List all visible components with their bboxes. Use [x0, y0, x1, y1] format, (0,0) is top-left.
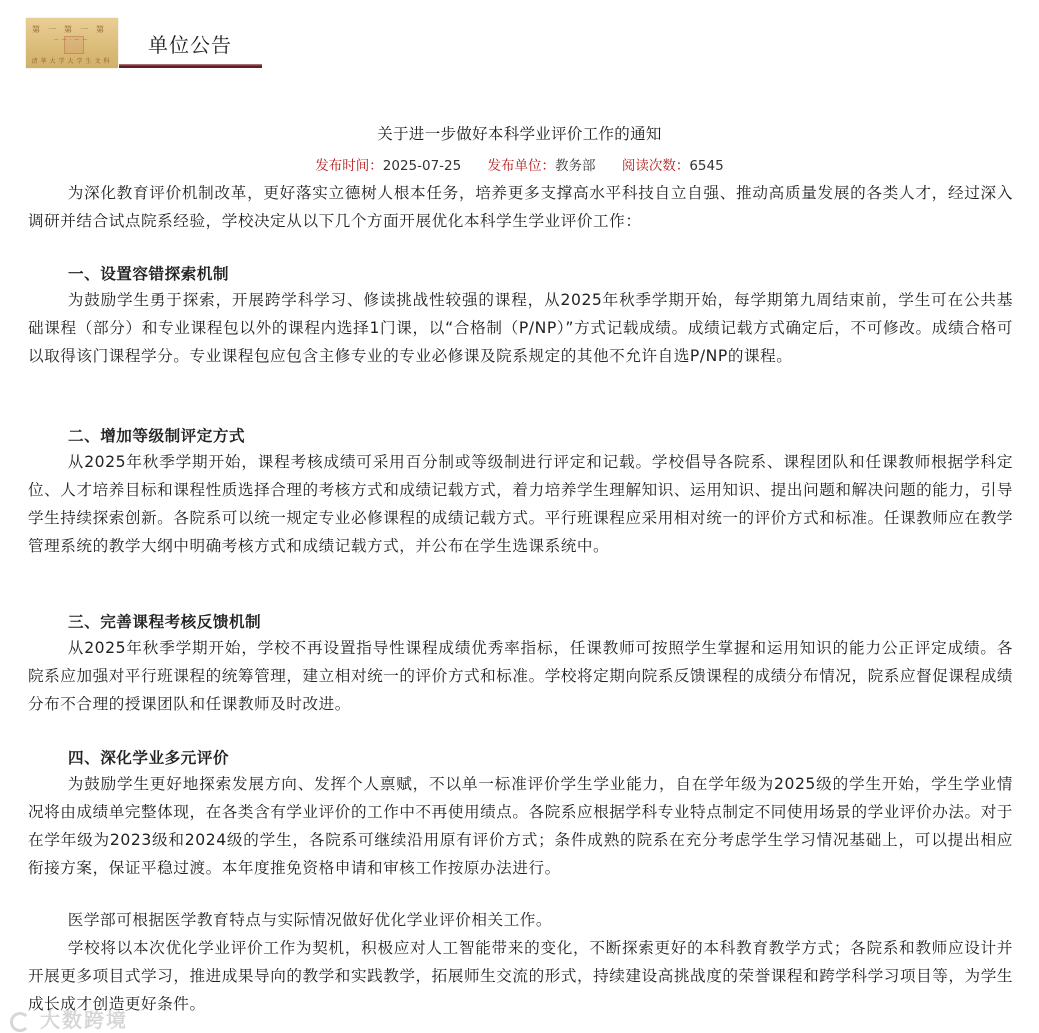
section-body-4-block — [28, 770, 1013, 882]
publish-time-label: 发布时间： — [315, 158, 383, 174]
article-meta — [0, 154, 1039, 174]
closing-paragraph-2: 学校将以本次优化学业评价工作为契机，积极应对人工智能带来的变化，不断探索更好的本科教育教学方式；各院系和教师应设计并开展更多项目式学习，推进成果导向的教学和实践教学，拓展师生交流的形式，持续建设高挑战度的荣誉课程和跨学科学习项目等，为学生成长成才创造更好条件。 — [28, 939, 1013, 1013]
publisher: 教务部 — [555, 158, 596, 174]
section-heading-1: 一、设置容错探索机制 — [68, 265, 229, 283]
section-heading-3: 三、完善课程考核反馈机制 — [68, 613, 262, 631]
section-body-3: 从2025年秋季学期开始，学校不再设置指导性课程成绩优秀率指标，任课教师可按照学生掌握和运用知识的能力公正评定成绩。各院系应加强对平行班课程的统筹管理，建立相对统一的评价方式和标准。学校将定期向院系反馈课程的成绩分布情况，院系应督促课程成绩分布不合理的授课团队和任课教师及时改进。 — [28, 639, 1013, 713]
section-body-2-block — [28, 448, 1013, 560]
watermark — [10, 1004, 128, 1033]
section-heading-4: 四、深化学业多元评价 — [68, 749, 229, 767]
publisher-label: 发布单位： — [487, 158, 556, 174]
header-underline — [119, 64, 262, 68]
stamp-row-2: ——·—— — [53, 37, 91, 43]
intro-paragraph-block — [28, 179, 1013, 235]
views-count: 6545 — [689, 158, 724, 174]
section-body-1-block — [28, 286, 1013, 370]
watermark-text: 大数跨境 — [40, 1008, 128, 1032]
section-body-4: 为鼓励学生更好地探索发展方向、发挥个人禀赋，不以单一标准评价学生学业能力，自在学年级为2025级的学生开始，学生学业情况将由成绩单完整体现，在各类含有学业评价的工作中不再使用绩点。各院系应根据学科专业特点制定不同使用场景的学业评价办法。对于在学年级为2023级和2024级的学生，各院系可继续沿用原有评价方式；条件成熟的院系在充分考虑学生学习情况基础上，可以提出相应衔接方案，保证平稳过渡。本年度推免资格申请和审核工作按原办法进行。 — [28, 775, 1013, 877]
section-body-3-block — [28, 634, 1013, 718]
views-label: 阅读次数： — [621, 158, 690, 174]
watermark-logo-icon — [10, 1012, 30, 1032]
publish-time: 2025-07-25 — [382, 158, 462, 174]
closing-paragraph-1: 医学部可根据医学教育特点与实际情况做好优化学业评价相关工作。 — [67, 911, 553, 929]
stamp-image — [26, 18, 118, 68]
section-title: 单位公告 — [148, 33, 232, 57]
stamp-seal-icon — [64, 36, 84, 54]
stamp-row-1: 第一第一第 — [32, 25, 112, 34]
stamp-row-3: 清华大学大学生文科 — [31, 58, 113, 65]
closing-block — [28, 906, 1013, 1018]
section-body-2: 从2025年秋季学期开始，课程考核成绩可采用百分制或等级制进行评定和记载。学校倡导各院系、课程团队和任课教师根据学科定位、人才培养目标和课程性质选择合理的考核方式和成绩记载方式，着力培养学生理解知识、运用知识、提出问题和解决问题的能力，引导学生持续探索创新。各院系可以统一规定专业必修课程的成绩记载方式。平行班课程应采用相对统一的评价方式和标准。任课教师应在教学管理系统的教学大纲中明确考核方式和成绩记载方式，并公布在学生选课系统中。 — [28, 453, 1013, 555]
page-header — [0, 0, 1039, 80]
intro-paragraph: 为深化教育评价机制改革，更好落实立德树人根本任务，培养更多支撑高水平科技自立自强、推动高质量发展的各类人才，经过深入调研并结合试点院系经验，学校决定从以下几个方面开展优化本科学生学业评价工作： — [28, 184, 1013, 230]
section-body-1: 为鼓励学生勇于探索，开展跨学科学习、修读挑战性较强的课程，从2025年秋季学期开始，每学期第九周结束前，学生可在公共基础课程（部分）和专业课程包以外的课程内选择1门课，以“合格制（P/NP）”方式记载成绩。成绩记载方式确定后，不可修改。成绩合格可以取得该门课程学分。专业课程包应包含主修专业的专业必修课及院系规定的其他不允许自选P/NP的课程。 — [28, 291, 1013, 365]
section-heading-2: 二、增加等级制评定方式 — [68, 427, 246, 445]
article-title: 关于进一步做好本科学业评价工作的通知 — [377, 125, 662, 143]
